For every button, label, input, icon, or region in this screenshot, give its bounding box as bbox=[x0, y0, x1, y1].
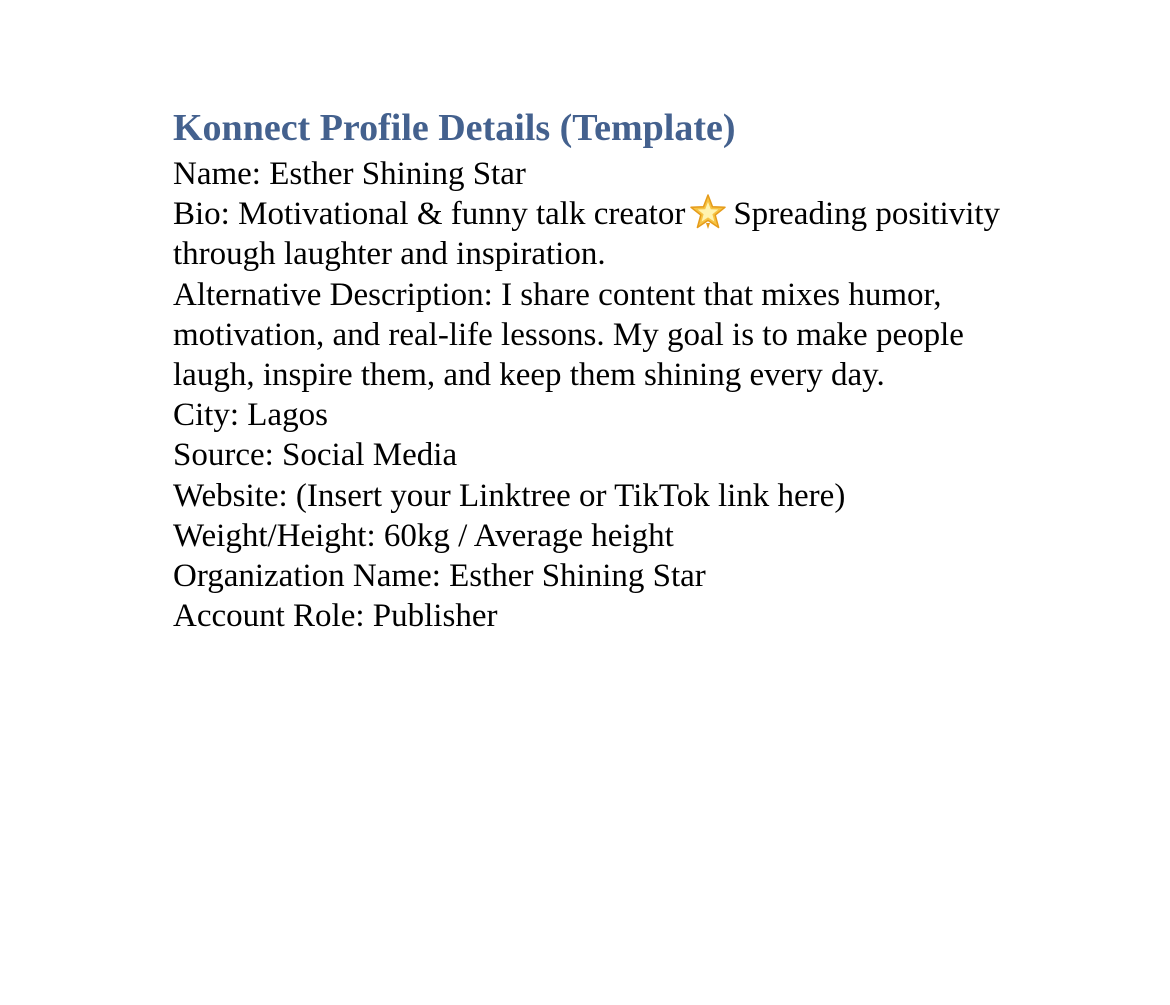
bio-text-start: Bio: Motivational & funny talk creator bbox=[173, 196, 686, 233]
bio-text-end: Spreading positivity through laughter and inspiration. bbox=[173, 196, 1001, 273]
name-line: Name: Esther Shining Star bbox=[173, 156, 526, 192]
bio-line bbox=[173, 194, 1013, 274]
website-line: Website: (Insert your Linktree or TikTok link here) bbox=[173, 477, 846, 514]
source-line: Source: Social Media bbox=[173, 437, 458, 474]
organization-name-line: Organization Name: Esther Shining Star bbox=[173, 558, 706, 595]
document-title: Konnect Profile Details (Template) bbox=[173, 107, 736, 149]
city-line: City: Lagos bbox=[173, 397, 328, 434]
weight-height-line: Weight/Height: 60kg / Average height bbox=[173, 517, 674, 554]
alternative-description-line: Alternative Description: I share content that mixes humor, motivation, and real-life lessons. My goal is to make people laugh, inspire them, and keep them shining every day. bbox=[173, 276, 964, 394]
document-page bbox=[173, 104, 1013, 636]
account-role-line: Account Role: Publisher bbox=[173, 598, 498, 635]
glowing-star-icon bbox=[689, 194, 727, 230]
